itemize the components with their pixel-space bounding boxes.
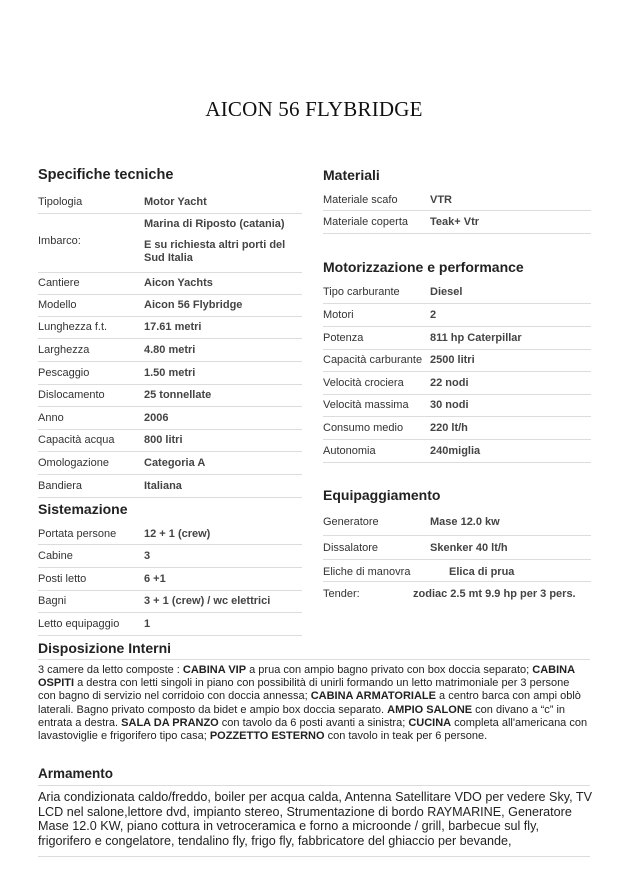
row-label: Materiale scafo xyxy=(323,194,398,206)
spec-row-omologazione xyxy=(38,455,302,475)
row-label: Portata persone xyxy=(38,528,117,540)
row-value: 6 +1 xyxy=(144,573,166,585)
motorizzazione-heading: Motorizzazione e performance xyxy=(323,259,524,275)
armamento-rule xyxy=(38,785,590,786)
row-label: Lunghezza f.t. xyxy=(38,321,108,333)
row-label: Omologazione xyxy=(38,457,109,469)
row-value: 1 xyxy=(144,618,151,630)
spec-row-generatore xyxy=(323,514,591,536)
row-value: 2006 xyxy=(144,412,169,424)
row-label: Cantiere xyxy=(38,277,80,289)
row-value: 22 nodi xyxy=(430,377,469,389)
equipaggiamento-heading: Equipaggiamento xyxy=(323,487,441,503)
row-label: Tipo carburante xyxy=(323,286,400,298)
materiali-heading: Materiali xyxy=(323,167,380,183)
spec-row-materiale-scafo xyxy=(323,192,591,211)
row-label: Tender: xyxy=(323,588,360,600)
row-label: Larghezza xyxy=(38,344,90,356)
row-value: Skenker 40 lt/h xyxy=(430,542,508,554)
row-value: Teak+ Vtr xyxy=(430,216,480,228)
row-value: 811 hp Caterpillar xyxy=(430,332,522,344)
spec-row-letto-equipaggio xyxy=(38,616,302,636)
spec-row-cantiere xyxy=(38,275,302,295)
row-label: Capacità acqua xyxy=(38,434,115,446)
row-value: Categoria A xyxy=(144,457,206,469)
page-title: AICON 56 FLYBRIDGE xyxy=(205,97,423,121)
row-value: 3 + 1 (crew) / wc elettrici xyxy=(144,595,271,607)
row-label: Bandiera xyxy=(38,480,83,492)
spec-row-tender xyxy=(323,586,591,604)
spec-row-autonomia xyxy=(323,443,591,463)
spec-row-larghezza xyxy=(38,342,302,362)
spec-row-eliche-di-manovra xyxy=(323,564,591,582)
row-label: Letto equipaggio xyxy=(38,618,120,630)
spec-row-imbarco xyxy=(38,216,302,273)
spec-row-materiale-coperta xyxy=(323,214,591,234)
row-label: Eliche di manovra xyxy=(323,566,411,578)
row-label: Potenza xyxy=(323,332,364,344)
spec-row-dissalatore xyxy=(323,540,591,560)
armamento-text: Aria condizionata caldo/freddo, boiler per acqua calda, Antenna Satellitare VDO per vedere Sky, TV LCD nel salone,lettore dvd, impianto stereo, Strumentazione di bordo RAYMARINE, Generatore Mase 12.0 KW, piano cottura in vetroceramica e forno a microonde / grill, barbecue sul fly, frigorifero e congelatore, tendalino fly, frigo fly, fabbricatore del ghiaccio per bevande, xyxy=(38,790,592,848)
row-label: Tipologia xyxy=(38,196,83,208)
spec-row-posti-letto xyxy=(38,571,302,591)
spec-row-velocita-crociera xyxy=(323,375,591,395)
spec-row-portata-persone xyxy=(38,526,302,545)
row-value: Mase 12.0 kw xyxy=(430,516,500,528)
row-value: 240miglia xyxy=(430,445,481,457)
row-label: Imbarco: xyxy=(38,235,81,247)
row-value: 2 xyxy=(430,309,437,321)
disposizione-heading: Disposizione Interni xyxy=(38,640,172,656)
spec-row-lunghezza-f-t xyxy=(38,319,302,339)
row-label: Capacità carburante xyxy=(323,354,423,366)
row-value: Diesel xyxy=(430,286,463,298)
row-label: Posti letto xyxy=(38,573,87,585)
row-value: 1.50 metri xyxy=(144,367,196,379)
spec-row-capacita-carburante xyxy=(323,352,591,372)
row-value: Aicon 56 Flybridge xyxy=(144,299,243,311)
row-label: Anno xyxy=(38,412,64,424)
row-label: Materiale coperta xyxy=(323,216,408,228)
spec-row-velocita-massima xyxy=(323,397,591,417)
row-label: Consumo medio xyxy=(323,422,404,434)
spec-row-cabine xyxy=(38,548,302,568)
row-label: Bagni xyxy=(38,595,67,607)
spec-row-anno xyxy=(38,410,302,430)
sistemazione-heading: Sistemazione xyxy=(38,501,128,517)
spec-row-tipo-carburante xyxy=(323,284,591,304)
spec-row-motori xyxy=(323,307,591,327)
row-label: Velocità massima xyxy=(323,399,409,411)
row-value: Marina di Riposto (catania) xyxy=(144,218,285,230)
specifiche-heading: Specifiche tecniche xyxy=(38,167,174,183)
row-value: 800 litri xyxy=(144,434,183,446)
row-value: 3 xyxy=(144,550,151,562)
row-value: 2500 litri xyxy=(430,354,475,366)
row-label: Generatore xyxy=(323,516,379,528)
row-value: zodiac 2.5 mt 9.9 hp per 3 pers. xyxy=(413,588,576,600)
row-label: Dissalatore xyxy=(323,542,379,554)
row-label: Dislocamento xyxy=(38,389,105,401)
spec-row-pescaggio xyxy=(38,365,302,385)
row-value: 17.61 metri xyxy=(144,321,202,333)
disposizione-rule xyxy=(38,659,590,660)
spec-row-tipologia xyxy=(38,194,302,214)
armamento-bottom-rule xyxy=(38,856,590,857)
row-value: 12 + 1 (crew) xyxy=(144,528,211,540)
row-label: Pescaggio xyxy=(38,367,90,379)
spec-row-bagni xyxy=(38,593,302,613)
row-value: 220 lt/h xyxy=(430,422,468,434)
armamento-heading: Armamento xyxy=(38,766,114,781)
row-label: Cabine xyxy=(38,550,73,562)
row-label: Autonomia xyxy=(323,445,376,457)
row-value: 30 nodi xyxy=(430,399,469,411)
spec-row-consumo-medio xyxy=(323,420,591,440)
row-label: Velocità crociera xyxy=(323,377,404,389)
row-value: Elica di prua xyxy=(449,566,515,578)
row-value-secondary: E su richiesta altri porti del Sud Italia xyxy=(144,239,286,264)
row-value: 25 tonnellate xyxy=(144,389,212,401)
row-label: Modello xyxy=(38,299,77,311)
spec-row-capacita-acqua xyxy=(38,432,302,452)
spec-row-potenza xyxy=(323,330,591,350)
row-value: VTR xyxy=(430,194,452,206)
row-value: 4.80 metri xyxy=(144,344,196,356)
spec-row-dislocamento xyxy=(38,387,302,407)
spec-row-bandiera xyxy=(38,478,302,498)
row-value: Italiana xyxy=(144,480,182,492)
disposizione-text: 3 camere da letto composte : CABINA VIP a prua con ampio bagno privato con box doccia separato; CABINA OSPITI a destra con letti singoli in piano con possibilità di unirli formando un letto matrimoniale per 3 persone con bagno di servizio nel corridoio con doccia annessa; CABINA ARMATORIALE a centro barca con ampi oblò laterali. Bagno privato composto da bidet e ampio box doccia separato. AMPIO SALONE con divano a “c” in entrata a destra. SALA DA PRANZO con tavolo da 6 posti avanti a sinistra; CUCINA completa all'americana con lavastoviglie e frigorifero tipo casa; POZZETTO ESTERNO con tavolo in teak per 6 persone. xyxy=(38,664,588,743)
row-value: Motor Yacht xyxy=(144,196,207,208)
row-value: Aicon Yachts xyxy=(144,277,213,289)
spec-row-modello xyxy=(38,297,302,317)
row-label: Motori xyxy=(323,309,354,321)
